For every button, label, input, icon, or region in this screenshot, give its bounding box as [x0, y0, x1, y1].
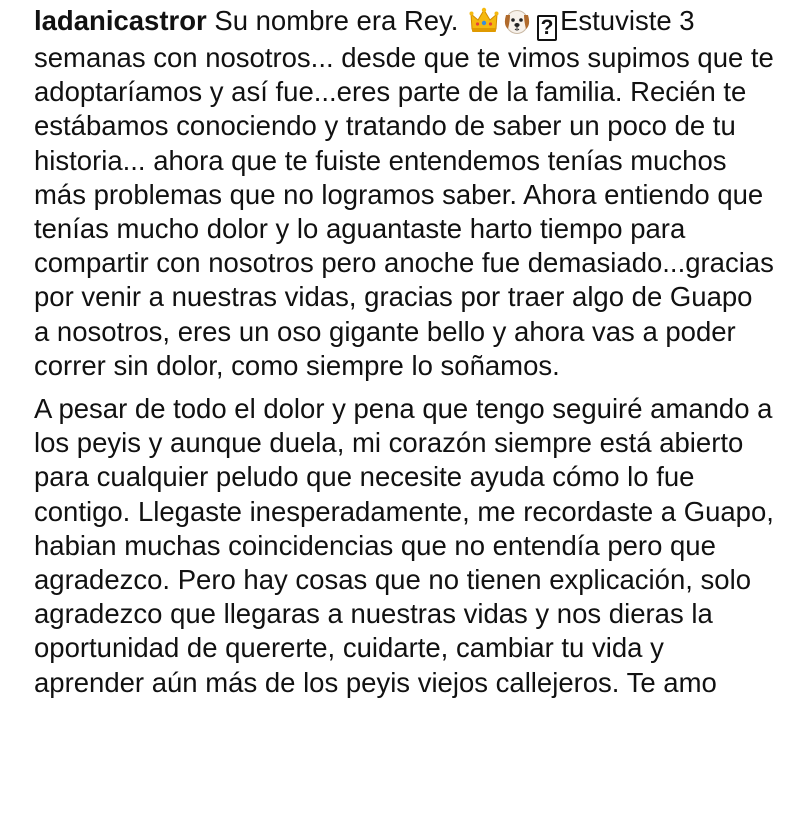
- unknown-glyph-icon: ?: [537, 15, 557, 41]
- caption-paragraph-1-body: Estuviste 3 semanas con nosotros... desde que te vimos supimos que te adoptaríamos y así fue...eres parte de la familia. Recién te estábamos conociendo y tratando de saber un poco de tu historia... ahora que te fuiste entendemos tenías muchos más problemas que no logramos saber. Ahora entiendo que tenías mucho dolor y lo aguantaste harto tiempo para compartir con nosotros pero anoche fue demasiado...gracias por venir a nuestras vidas, gracias por traer algo de Guapo a nosotros, eres un oso gigante bello y ahora vas a poder correr sin dolor, como siempre lo soñamos.: [34, 5, 774, 381]
- caption-paragraph-2: A pesar de todo el dolor y pena que tengo seguiré amando a los peyis y aunque duela, mi corazón siempre está abierto para cualquier peludo que necesite ayuda cómo lo fue contigo. Llegaste inesperadamente, me recordaste a Guapo, habian muchas coincidencias que no entendía pero que agradezco. Pero hay cosas que no tienen explicación, solo agradezco que llegaras a nuestras vidas y nos dieras la oportunidad de quererte, cuidarte, cambiar tu vida y aprender aún más de los peyis viejos callejeros. Te amo: [34, 393, 774, 698]
- username-link[interactable]: ladanicastror: [34, 5, 207, 36]
- crown-icon: [469, 7, 499, 35]
- caption-paragraph-1: [34, 4, 774, 383]
- post-caption: [34, 4, 774, 700]
- dog-face-icon: [502, 7, 532, 35]
- caption-intro: Su nombre era Rey.: [214, 5, 459, 36]
